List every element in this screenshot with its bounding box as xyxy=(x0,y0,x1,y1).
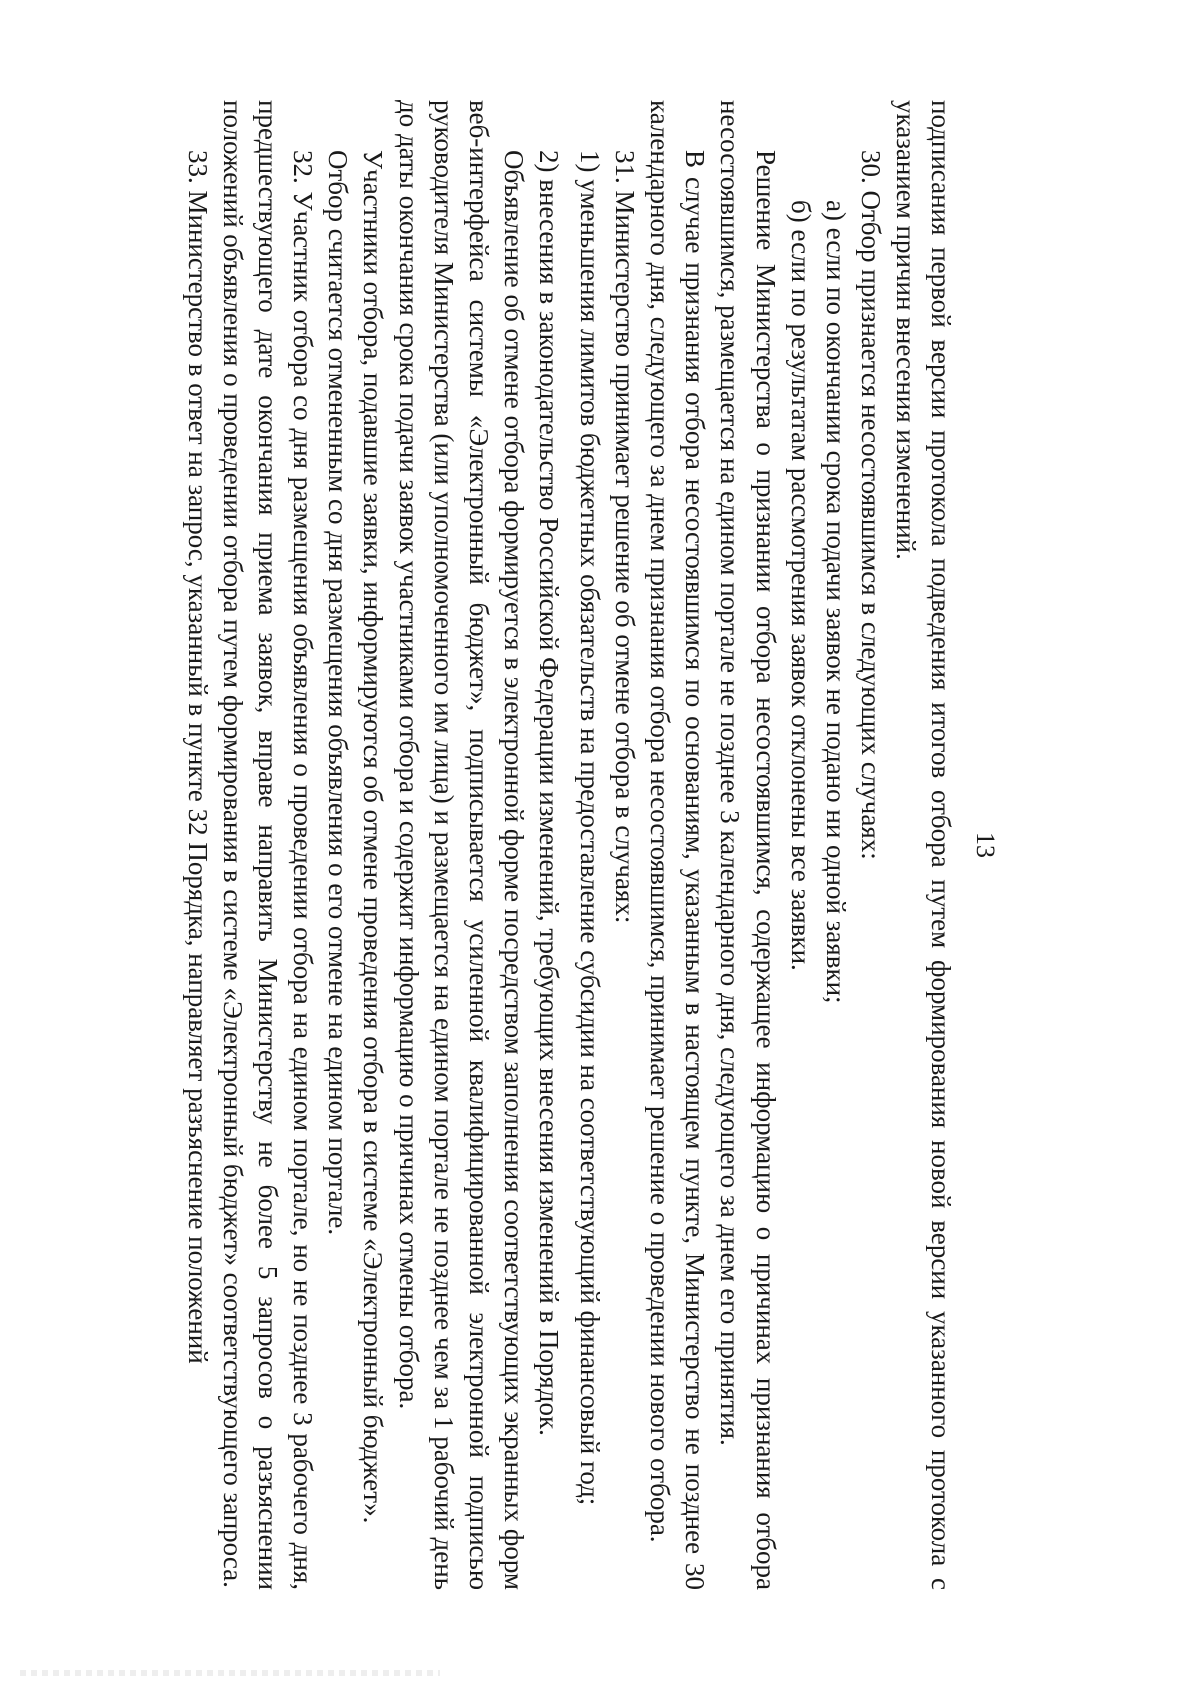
paragraph: 32. Участник отбора со дня размещения объявления о проведении отбора на едином портале, но не позднее 3 рабочего дня, предшествующего дате окончания приема заявок, вправе направить Министерству не более 5 запросов о разъяснении положений объявления о проведении отбора путем формирования в системе «Электронный бюджет» соответствующего запроса. xyxy=(218,100,319,1590)
paragraph: 33. Министерство в ответ на запрос, указанный в пункте 32 Порядка, направляет разъяснение положений xyxy=(183,150,214,1364)
list-item: а) если по окончании срока подачи заявок не подано ни одной заявки; xyxy=(820,200,851,1004)
document-body xyxy=(180,100,958,1590)
page-number: 13 xyxy=(971,832,1000,858)
paragraph: 30. Отбор признается несостоявшимся в следующих случаях: xyxy=(855,150,886,860)
list-item: 2) внесения в законодательство Российской Федерации изменений, требующих внесения изменений в Порядок. xyxy=(533,150,564,1436)
paragraph: 31. Министерство принимает решение об отмене отбора в случаях: xyxy=(610,150,641,924)
paragraph: подписания первой версии протокола подведения итогов отбора путем формирования новой версии указанного протокола с указанием причин внесения изменений. xyxy=(890,100,956,1590)
scan-artifact xyxy=(20,1670,440,1676)
paragraph: Объявление об отмене отбора формируется в электронной форме посредством заполнения соответствующих экранных форм веб-интерфейса системы «Электронный бюджет», подписывается усиленной квалифицированной электронной подписью руководителя Министерства (или уполномоченного им лица) и размещается на едином портале не позднее чем за 1 рабочий день до даты окончания срока подачи заявок участниками отбора и содержит информацию о причинах отмены отбора. xyxy=(393,100,529,1590)
paragraph: Решение Министерства о признании отбора несостоявшимся, содержащее информацию о причинах признания отбора несостоявшимся, размещается на едином портале не позднее 3 календарного дня, следующего за днем его принятия. xyxy=(715,100,781,1590)
list-item: 1) уменьшения лимитов бюджетных обязательств на предоставление субсидии на соответствующий финансовый год; xyxy=(575,150,606,1506)
rotated-scanned-page xyxy=(0,100,1000,1590)
paragraph: Участники отбора, подавшие заявки, информируются об отмене проведения отбора в системе «Электронный бюджет». xyxy=(358,150,389,1524)
paragraph: Отбор считается отмененным со дня размещения объявления о его отмене на едином портале. xyxy=(323,150,354,1236)
list-item: б) если по результатам рассмотрения заявок отклонены все заявки. xyxy=(785,200,816,971)
paragraph: В случае признания отбора несостоявшимся по основаниям, указанным в настоящем пункте, Министерство не позднее 30 календарного дня, следующего за днем признания отбора несостоявшимся, принимает решение о проведении нового отбора. xyxy=(645,100,711,1590)
